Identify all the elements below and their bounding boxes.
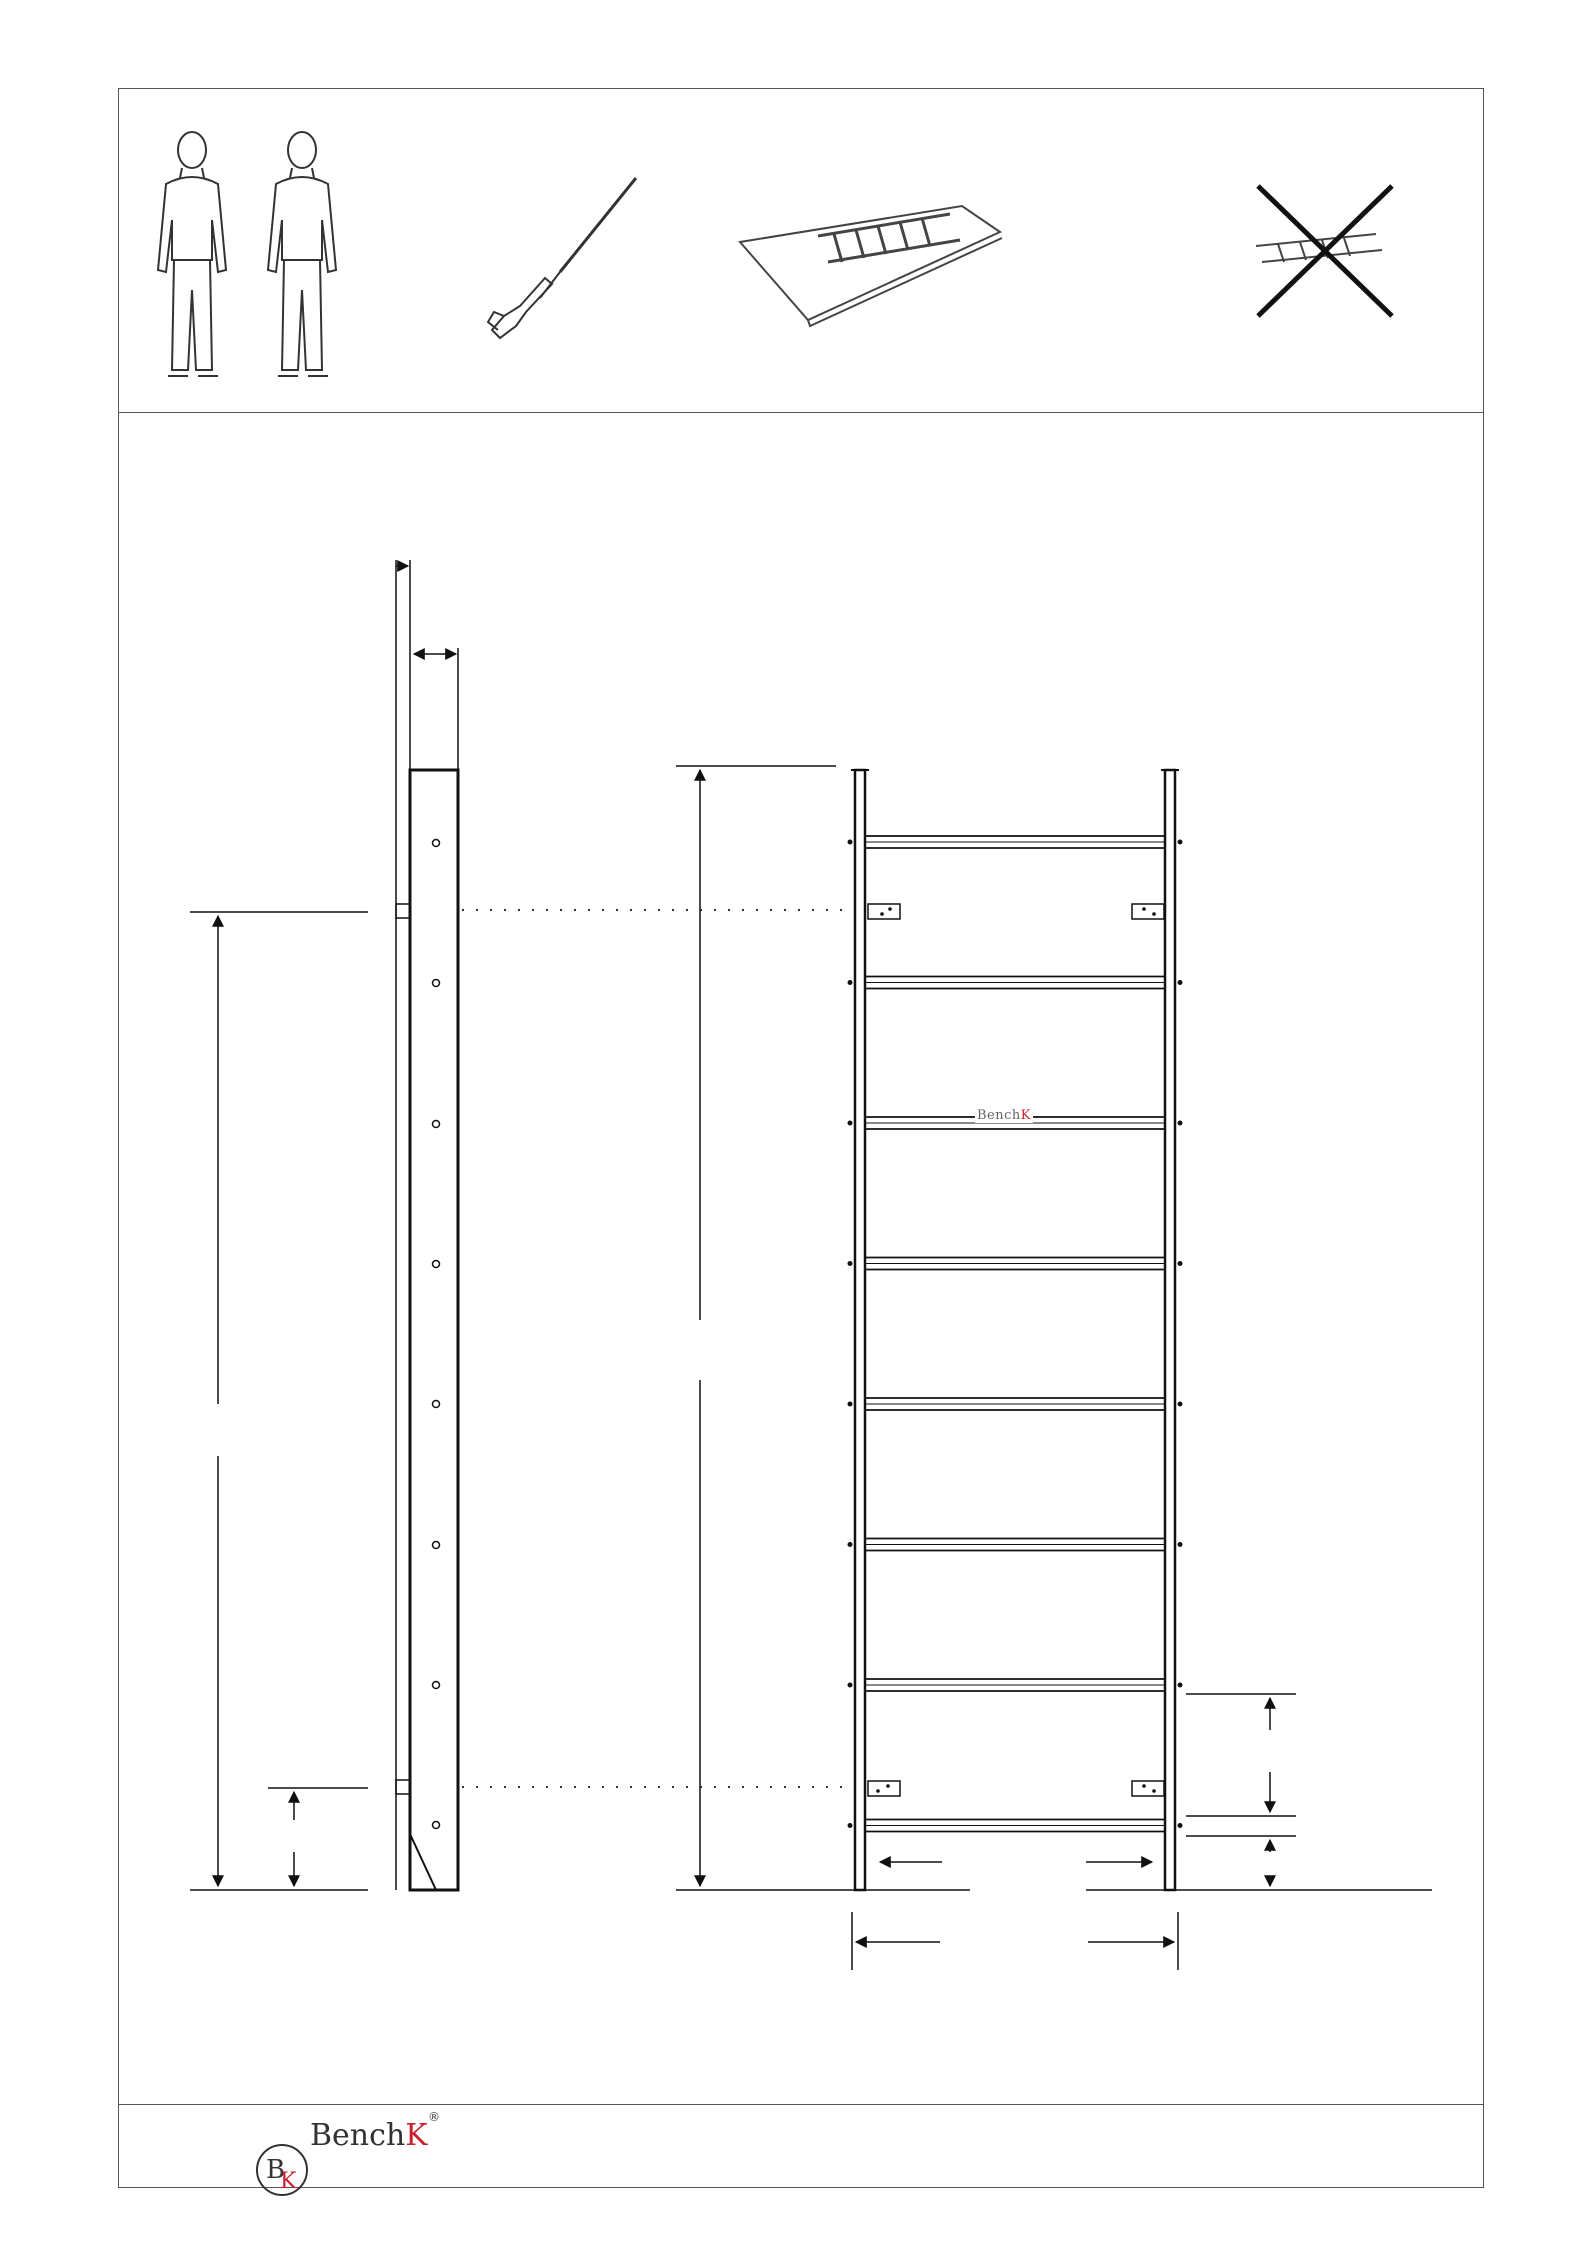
side-view-bolts <box>433 840 440 1829</box>
rung-bolt <box>848 1261 853 1266</box>
drill-icon <box>488 178 636 338</box>
rung-bolt <box>848 1823 853 1828</box>
benchk-logo-mark <box>257 2145 307 2195</box>
rung-bolt <box>848 1402 853 1407</box>
ladder-in-box-icon <box>740 206 1002 326</box>
no-horizontal-ladder-icon <box>1256 186 1392 316</box>
dimension-lines <box>190 560 1432 1970</box>
ladder-rung <box>848 1539 1183 1551</box>
svg-text:K: K <box>280 2169 297 2194</box>
rung-bolt <box>848 980 853 985</box>
ladder-rung <box>848 1679 1183 1691</box>
rung-bolt <box>848 1121 853 1126</box>
rung-bolt <box>848 1683 853 1688</box>
two-people-icon <box>158 132 336 376</box>
rung-bolt <box>1178 1683 1183 1688</box>
rung-bolt <box>848 1542 853 1547</box>
ladder-front-view <box>851 770 1179 1890</box>
brand-prefix: Bench <box>310 2118 406 2153</box>
rung-bolt <box>1178 1823 1183 1828</box>
rung-bolt <box>1178 1402 1183 1407</box>
ladder-rung <box>848 1820 1183 1832</box>
ladder-side-view <box>396 770 458 1890</box>
ladder-rung <box>848 836 1183 848</box>
ladder-brand-label: BenchK <box>977 1108 1031 1123</box>
rung-bolt <box>1178 980 1183 985</box>
registered-mark: ® <box>428 2110 440 2124</box>
ladder-rung <box>848 977 1183 989</box>
rung-bolt <box>1178 1121 1183 1126</box>
svg-text:B: B <box>266 2155 286 2185</box>
ladder-rung <box>848 1258 1183 1270</box>
rung-bolt <box>1178 1542 1183 1547</box>
ladder-rungs <box>848 836 1183 1832</box>
rung-bolt <box>1178 840 1183 845</box>
rung-bolt <box>1178 1261 1183 1266</box>
mounting-brackets <box>868 904 1164 1796</box>
ladder-rung <box>848 1398 1183 1410</box>
footer-brand <box>310 2118 428 2153</box>
brand-accent: K <box>405 2118 428 2153</box>
rung-bolt <box>848 840 853 845</box>
alignment-lines <box>462 910 850 1787</box>
